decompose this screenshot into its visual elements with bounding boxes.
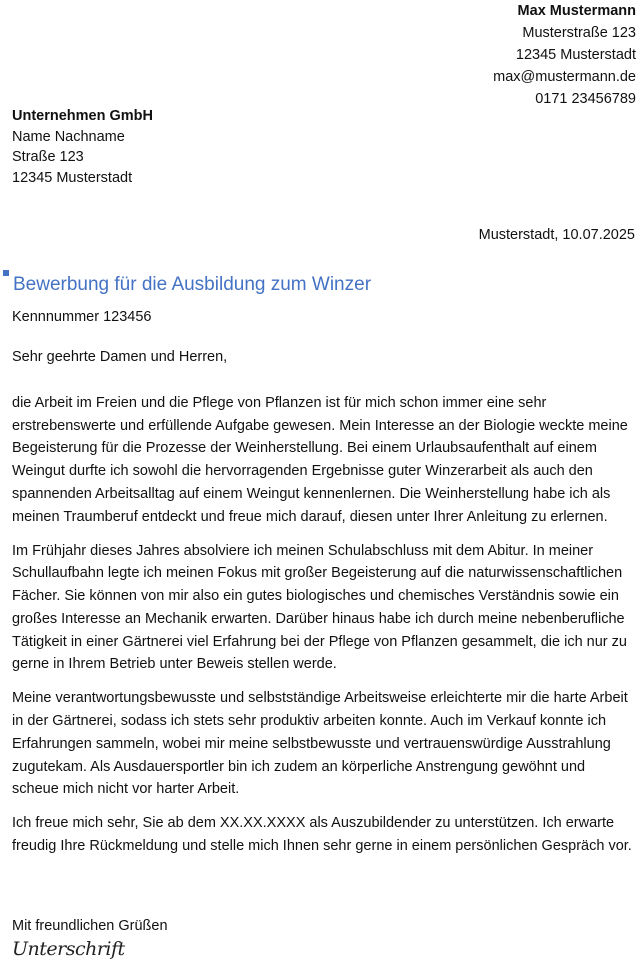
sender-phone: 0171 23456789 (535, 91, 636, 107)
body-paragraph: Ich freue mich sehr, Sie ab dem XX.XX.XXXX als Auszubildender zu unterstützen. Ich erwarte freudig Ihre Rückmeldung und stelle mich Ihnen sehr gerne in einem persönlichen Gespräch vor. (12, 815, 632, 855)
recipient-address-block (12, 106, 153, 188)
letter-date: Musterstadt, 10.07.2025 (478, 227, 635, 243)
recipient-city: 12345 Musterstadt (12, 169, 133, 186)
letter-subject: Bewerbung für die Ausbildung zum Winzer (13, 274, 372, 295)
reference-number: Kennnummer 123456 (12, 309, 152, 325)
recipient-street: Straße 123 (12, 149, 84, 165)
subject-marker (3, 270, 9, 276)
salutation: Sehr geehrte Damen und Herren, (12, 349, 228, 365)
sender-city: 12345 Musterstadt (515, 47, 636, 63)
sender-email: max@mustermann.de (493, 69, 636, 85)
body-paragraph: Im Frühjahr dieses Jahres absolviere ich meinen Schulabschluss mit dem Abitur. In meiner Schullaufbahn legte ich meinen Fokus mit großer Begeisterung auf die naturwissenschaftlichen Fächer. Sie können von mir also ein gutes biologisches und chemisches Verständnis sowie ein großes Interesse an Mechanik erwarten. Darüber hinaus habe ich durch meine nebenberufliche Tätigkeit in einer Gärtnerei viel Erfahrung bei der Pflege von Pflanzen gesammelt, die ich nur zu gerne in Ihrem Betrieb unter Beweis stellen werde. (12, 542, 627, 673)
recipient-company: Unternehmen GmbH (12, 108, 153, 124)
sender-name: Max Mustermann (517, 3, 636, 19)
signature: Unterschrift (12, 938, 125, 960)
sender-address-block (493, 0, 636, 110)
closing: Mit freundlichen Grüßen (12, 918, 168, 934)
body-paragraph: die Arbeit im Freien und die Pflege von Pflanzen ist für mich schon immer eine sehr erstrebenswerte und erfüllende Aufgabe gewesen. Mein Interesse an der Biologie weckte meine Begeisterung für die Prozesse der Weinherstellung. Bei einem Urlaubsaufenthalt auf einem Weingut durfte ich sowohl die hervorragenden Ergebnisse guter Winzerarbeit als auch den spannenden Arbeitsalltag auf einem Weingut kennenlernen. Die Weinherstellung habe ich als meinen Traumberuf entdeckt und freue mich darauf, diesen unter Ihrer Anleitung zu erlernen. (12, 395, 628, 525)
body-paragraph: Meine verantwortungsbewusste und selbstständige Arbeitsweise erleichterte mir die harte Arbeit in der Gärtnerei, sodass ich stets sehr produktiv arbeiten konnte. Auch im Verkauf konnte ich Erfahrungen sammeln, wobei mir meine selbstbewusste und vertrauenswürdige Ausstrahlung zugutekam. Als Ausdauersportler bin ich zudem an körperliche Anstrengung gewöhnt und scheue mich nicht vor harter Arbeit. (12, 690, 628, 798)
recipient-contact: Name Nachname (12, 128, 125, 145)
sender-street: Musterstraße 123 (522, 25, 636, 41)
letter-body (12, 392, 634, 858)
